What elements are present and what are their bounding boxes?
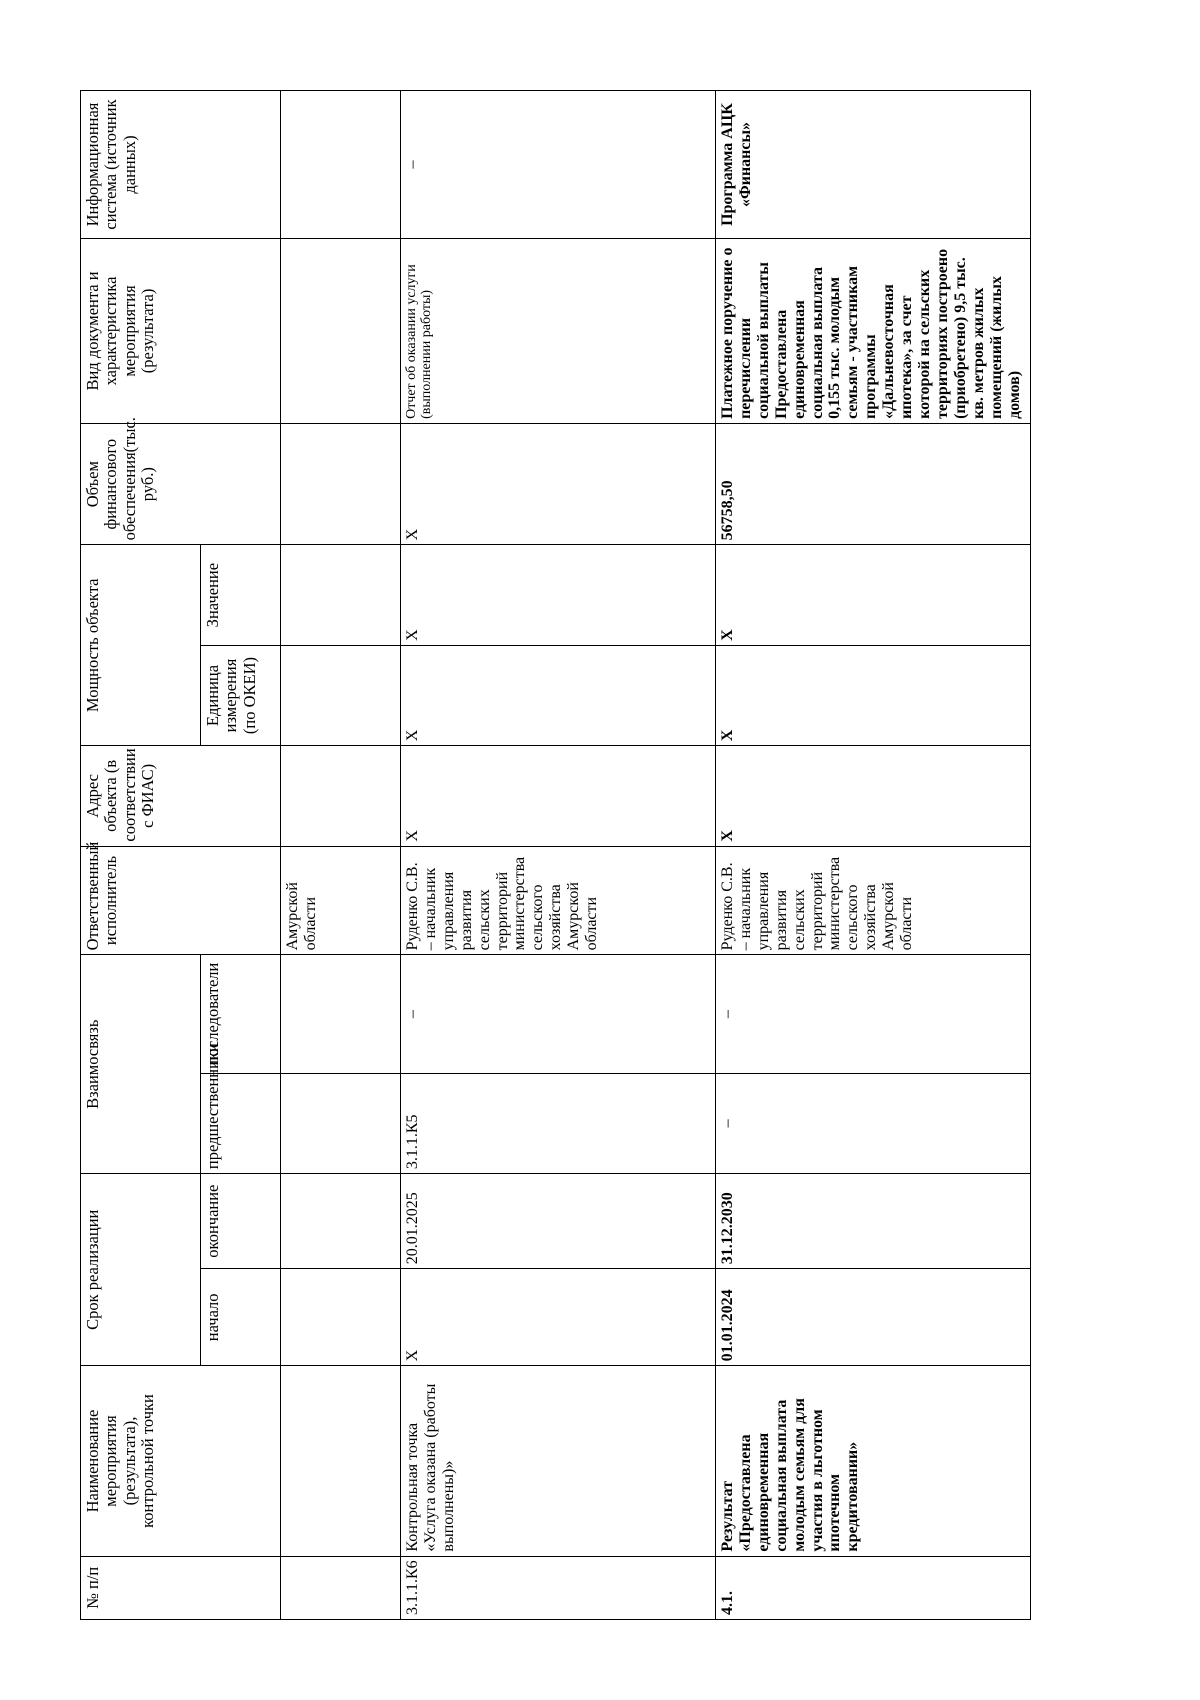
- header-name: Наименование мероприятия (результата), контрольной точки: [81, 1366, 281, 1556]
- header-term-start: начало: [201, 1269, 281, 1366]
- header-link-next: последователи: [201, 955, 281, 1073]
- cell-end: [281, 1174, 401, 1269]
- cell-prev: [281, 1073, 401, 1173]
- cell-num: 3.1.1.К6: [401, 1556, 716, 1619]
- cell-unit: Х: [401, 645, 716, 745]
- cell-start: Х: [401, 1269, 716, 1366]
- cell-unit: [281, 645, 401, 745]
- header-resp: Ответственный исполнитель: [81, 846, 281, 955]
- header-row: [81, 91, 201, 1620]
- cell-finance: Х: [401, 423, 716, 545]
- cell-name: [281, 1366, 401, 1556]
- cell-resp: Амурской области: [281, 846, 401, 955]
- cell-resp: Руденко С.В. – начальник управления развития сельских территорий министерства сельского хозяйства Амурской области: [716, 846, 1031, 955]
- cell-name: Результат «Предоставлена единовременная социальная выплата молодым семьям для участия в льготном ипотечном кредитовании»: [716, 1366, 1031, 1556]
- header-info: Информационная система (источник данных): [81, 91, 281, 239]
- table-row: [281, 91, 401, 1620]
- cell-prev: 3.1.1.К5: [401, 1073, 716, 1173]
- header-term-end: окончание: [201, 1174, 281, 1269]
- cell-finance: 56758,50: [716, 423, 1031, 545]
- cell-doc: Отчет об оказании услуги (выполнении работы): [401, 239, 716, 424]
- header-doc: Вид документа и характеристика мероприятия (результата): [81, 239, 281, 424]
- cell-doc: [281, 239, 401, 424]
- cell-addr: Х: [716, 746, 1031, 846]
- cell-info: [281, 91, 401, 239]
- cell-doc: Платежное поручение о перечислении социальной выплаты Предоставлена единовременная социальная выплата 0,155 тыс. молодым семьям - участникам программы «Дальневосточная ипотека», за счет которой на сельских территориях построено (приобретено) 9,5 тыс. кв. метров жилых помещений (жилых домов): [716, 239, 1031, 424]
- header-term: Срок реализации: [81, 1174, 201, 1366]
- header-link-prev: предшественники: [201, 1073, 281, 1173]
- cell-name: Контрольная точка «Услуга оказана (работы выполнены)»: [401, 1366, 716, 1556]
- cell-end: 31.12.2030: [716, 1174, 1031, 1269]
- table-container: [80, 90, 1030, 1620]
- cell-start: [281, 1269, 401, 1366]
- cell-num: 4.1.: [716, 1556, 1031, 1619]
- cell-info: –: [401, 91, 716, 239]
- cell-next: –: [401, 955, 716, 1073]
- cell-addr: Х: [401, 746, 716, 846]
- cell-addr: [281, 746, 401, 846]
- cell-num: [281, 1556, 401, 1619]
- cell-value: [281, 545, 401, 645]
- cell-value: Х: [716, 545, 1031, 645]
- table-row: [716, 91, 1031, 1620]
- cell-start: 01.01.2024: [716, 1269, 1031, 1366]
- plan-table: [80, 90, 1031, 1620]
- cell-unit: Х: [716, 645, 1031, 745]
- cell-info: Программа АЦК «Финансы»: [716, 91, 1031, 239]
- table-row: [401, 91, 716, 1620]
- header-addr: Адрес объекта (в соответствии с ФИАС): [81, 746, 281, 846]
- header-link: Взаимосвязь: [81, 955, 201, 1174]
- cell-next: –: [716, 955, 1031, 1073]
- header-power: Мощность объекта: [81, 545, 201, 746]
- cell-resp: Руденко С.В. – начальник управления развития сельских территорий министерства сельского хозяйства Амурской области: [401, 846, 716, 955]
- header-power-unit: Единица измерения (по ОКЕИ): [201, 645, 281, 745]
- cell-value: Х: [401, 545, 716, 645]
- header-power-value: Значение: [201, 545, 281, 645]
- cell-prev: –: [716, 1073, 1031, 1173]
- cell-finance: [281, 423, 401, 545]
- header-num: № п/п: [81, 1556, 281, 1619]
- header-finance: Объем финансового обеспечения(тыс. руб.): [81, 423, 281, 545]
- cell-end: 20.01.2025: [401, 1174, 716, 1269]
- cell-next: [281, 955, 401, 1073]
